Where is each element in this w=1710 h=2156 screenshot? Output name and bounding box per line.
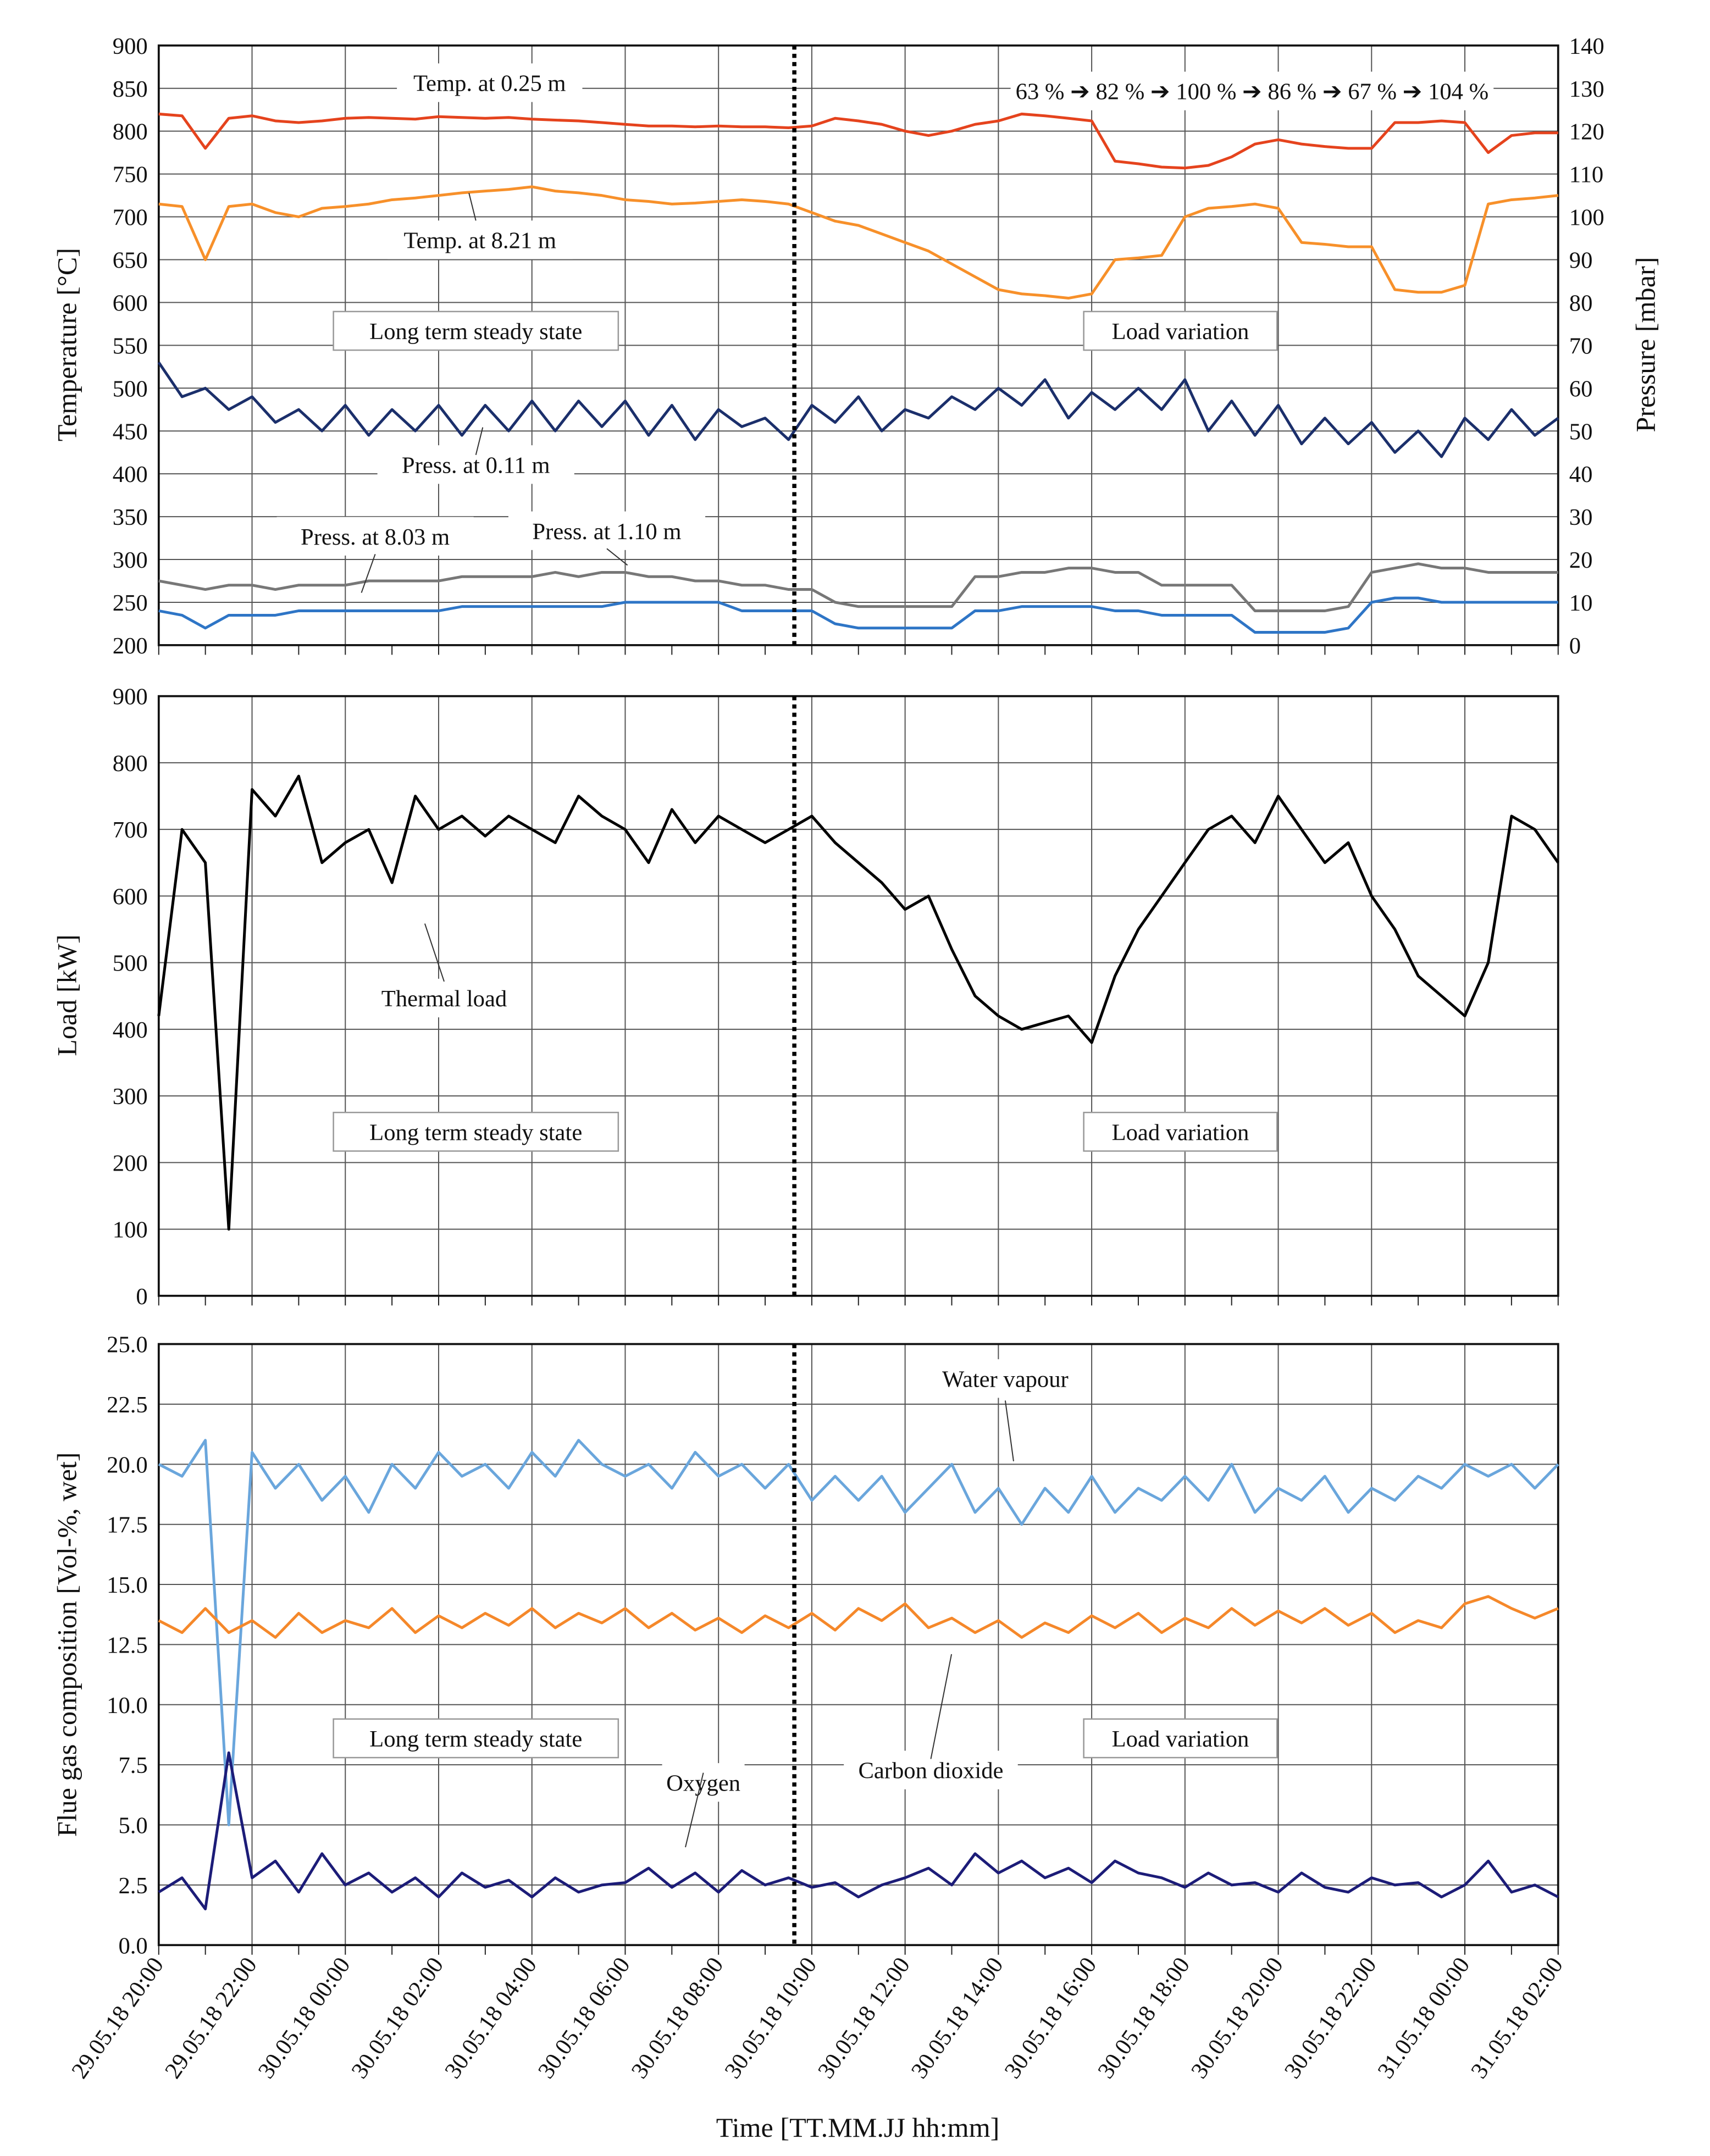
x-tick-label: 30.05.18 04:00 (440, 1953, 542, 2083)
y-tick-label: 600 (112, 290, 148, 317)
label-carbon-dioxide-text: Carbon dioxide (858, 1758, 1004, 1784)
label-water-vapour (929, 1359, 1081, 1398)
x-tick-label: 30.05.18 02:00 (346, 1953, 449, 2083)
panel-3 (107, 1332, 1558, 1959)
y-right-tick-label: 140 (1569, 33, 1604, 59)
series-line-temp-at-0-25-m (159, 114, 1558, 168)
y-tick-label: 17.5 (107, 1512, 148, 1538)
y-tick-label: 22.5 (107, 1392, 148, 1418)
y-tick-label: 750 (112, 162, 148, 188)
load-sequence (1011, 71, 1494, 110)
annotation-steady-state-text: Long term steady state (369, 1119, 583, 1146)
y-axis-label-temperature: Temperature [°C] (51, 247, 82, 442)
leader-line (1005, 1400, 1014, 1461)
y-tick-label: 10.0 (107, 1692, 148, 1719)
y-tick-label: 500 (112, 376, 148, 402)
y-right-tick-label: 120 (1569, 119, 1604, 145)
leader-line (931, 1654, 951, 1759)
y-tick-label: 350 (112, 505, 148, 531)
y-right-tick-label: 110 (1569, 162, 1604, 188)
y-tick-label: 20.0 (107, 1452, 148, 1478)
y-tick-label: 900 (112, 33, 148, 59)
x-tick-label: 30.05.18 10:00 (720, 1953, 822, 2083)
x-tick-label: 30.05.18 20:00 (1186, 1953, 1288, 2083)
label-press-110 (508, 512, 705, 550)
series-line-press-at-0-11-m (159, 362, 1558, 457)
y-tick-label: 0.0 (118, 1933, 148, 1959)
label-temp-821-text: Temp. at 8.21 m (403, 228, 557, 254)
x-tick-label: 30.05.18 18:00 (1093, 1953, 1196, 2083)
annotation-load-variation-text: Load variation (1111, 1726, 1249, 1753)
y-right-tick-label: 20 (1569, 547, 1593, 574)
x-tick-label: 30.05.18 00:00 (253, 1953, 356, 2083)
y-right-tick-label: 50 (1569, 419, 1593, 445)
panel-2 (113, 684, 1558, 1310)
x-tick-label: 30.05.18 16:00 (999, 1953, 1102, 2083)
y-tick-label: 100 (112, 1217, 148, 1243)
y-right-tick-label: 10 (1569, 590, 1593, 617)
x-tick-label: 30.05.18 14:00 (906, 1953, 1009, 2083)
y-axis-label-pressure: Pressure [mbar] (1630, 257, 1661, 433)
series-line-carbon-dioxide (159, 1597, 1558, 1637)
series-line-press-at-8-03-m (159, 598, 1558, 632)
y-tick-label: 400 (112, 1017, 148, 1043)
x-axis-label-time: Time [TT.MM.JJ hh:mm] (716, 2111, 1000, 2143)
label-thermal-load (369, 979, 520, 1017)
annotation-load-variation (1084, 1112, 1277, 1151)
x-tick-label: 30.05.18 08:00 (626, 1953, 729, 2083)
y-tick-label: 250 (112, 590, 148, 617)
label-oxygen (662, 1763, 745, 1802)
load-sequence-text: 63 % ➔ 82 % ➔ 100 % ➔ 86 % ➔ 67 % ➔ 104 % (1015, 79, 1489, 105)
leader-line (425, 924, 444, 982)
label-press-803 (277, 517, 474, 556)
y-tick-label: 650 (112, 247, 148, 274)
y-tick-label: 450 (112, 419, 148, 445)
y-tick-label: 7.5 (118, 1753, 148, 1779)
y-tick-label: 5.0 (118, 1813, 148, 1839)
y-axis-label-flue-gas: Flue gas composition [Vol-%, wet] (51, 1452, 82, 1837)
y-tick-label: 850 (112, 76, 148, 102)
y-right-tick-label: 60 (1569, 376, 1593, 402)
annotation-load-variation-text: Load variation (1111, 1119, 1249, 1146)
y-tick-label: 2.5 (118, 1872, 148, 1899)
y-tick-label: 800 (112, 750, 148, 777)
leader-line (607, 548, 628, 565)
y-tick-label: 300 (112, 1084, 148, 1110)
y-tick-label: 15.0 (107, 1572, 148, 1599)
annotation-steady-state-text: Long term steady state (369, 319, 583, 345)
label-press-803-text: Press. at 8.03 m (301, 524, 450, 550)
y-right-tick-label: 90 (1569, 247, 1593, 274)
y-tick-label: 800 (112, 119, 148, 145)
y-tick-label: 25.0 (107, 1332, 148, 1358)
x-tick-label: 29.05.18 22:00 (159, 1953, 262, 2083)
y-axis-label-load: Load [kW] (51, 934, 82, 1056)
series-line-temp-at-8-21-m (159, 187, 1558, 298)
label-water-vapour-text: Water vapour (942, 1366, 1069, 1393)
label-temp-025 (397, 63, 582, 102)
label-press-011 (378, 445, 574, 484)
y-right-tick-label: 70 (1569, 333, 1593, 359)
y-tick-label: 300 (112, 547, 148, 574)
y-tick-label: 700 (112, 204, 148, 231)
annotation-steady-state (334, 1719, 618, 1758)
label-temp-025-text: Temp. at 0.25 m (413, 70, 566, 97)
annotation-steady-state-text: Long term steady state (369, 1726, 583, 1753)
x-tick-label: 30.05.18 22:00 (1279, 1953, 1382, 2083)
annotation-steady-state (334, 1112, 618, 1151)
y-tick-label: 900 (112, 684, 148, 710)
x-tick-label: 29.05.18 20:00 (67, 1953, 169, 2083)
label-press-011-text: Press. at 0.11 m (401, 452, 550, 479)
y-tick-label: 700 (112, 817, 148, 844)
y-tick-label: 500 (112, 950, 148, 977)
label-temp-821 (388, 220, 573, 259)
y-right-tick-label: 80 (1569, 290, 1593, 317)
y-tick-label: 12.5 (107, 1632, 148, 1659)
y-tick-label: 200 (112, 1150, 148, 1177)
x-tick-label: 31.05.18 00:00 (1373, 1953, 1475, 2083)
annotation-load-variation-text: Load variation (1111, 319, 1249, 345)
label-oxygen-text: Oxygen (666, 1770, 741, 1797)
y-tick-label: 400 (112, 462, 148, 488)
y-right-tick-label: 100 (1569, 204, 1604, 231)
y-right-tick-label: 30 (1569, 505, 1593, 531)
annotation-load-variation (1084, 1719, 1277, 1758)
annotation-steady-state (334, 312, 618, 350)
y-right-tick-label: 0 (1569, 633, 1581, 659)
x-tick-label: 30.05.18 06:00 (533, 1953, 635, 2083)
label-press-110-text: Press. at 1.10 m (532, 518, 682, 545)
label-thermal-load-text: Thermal load (381, 986, 507, 1012)
y-tick-label: 200 (112, 633, 148, 659)
y-right-tick-label: 130 (1569, 76, 1604, 102)
annotation-load-variation (1084, 312, 1277, 350)
x-tick-label: 31.05.18 02:00 (1466, 1953, 1568, 2083)
y-tick-label: 550 (112, 333, 148, 359)
y-tick-label: 0 (136, 1283, 148, 1310)
y-right-tick-label: 40 (1569, 462, 1593, 488)
y-tick-label: 600 (112, 884, 148, 910)
x-tick-label: 30.05.18 12:00 (812, 1953, 915, 2083)
